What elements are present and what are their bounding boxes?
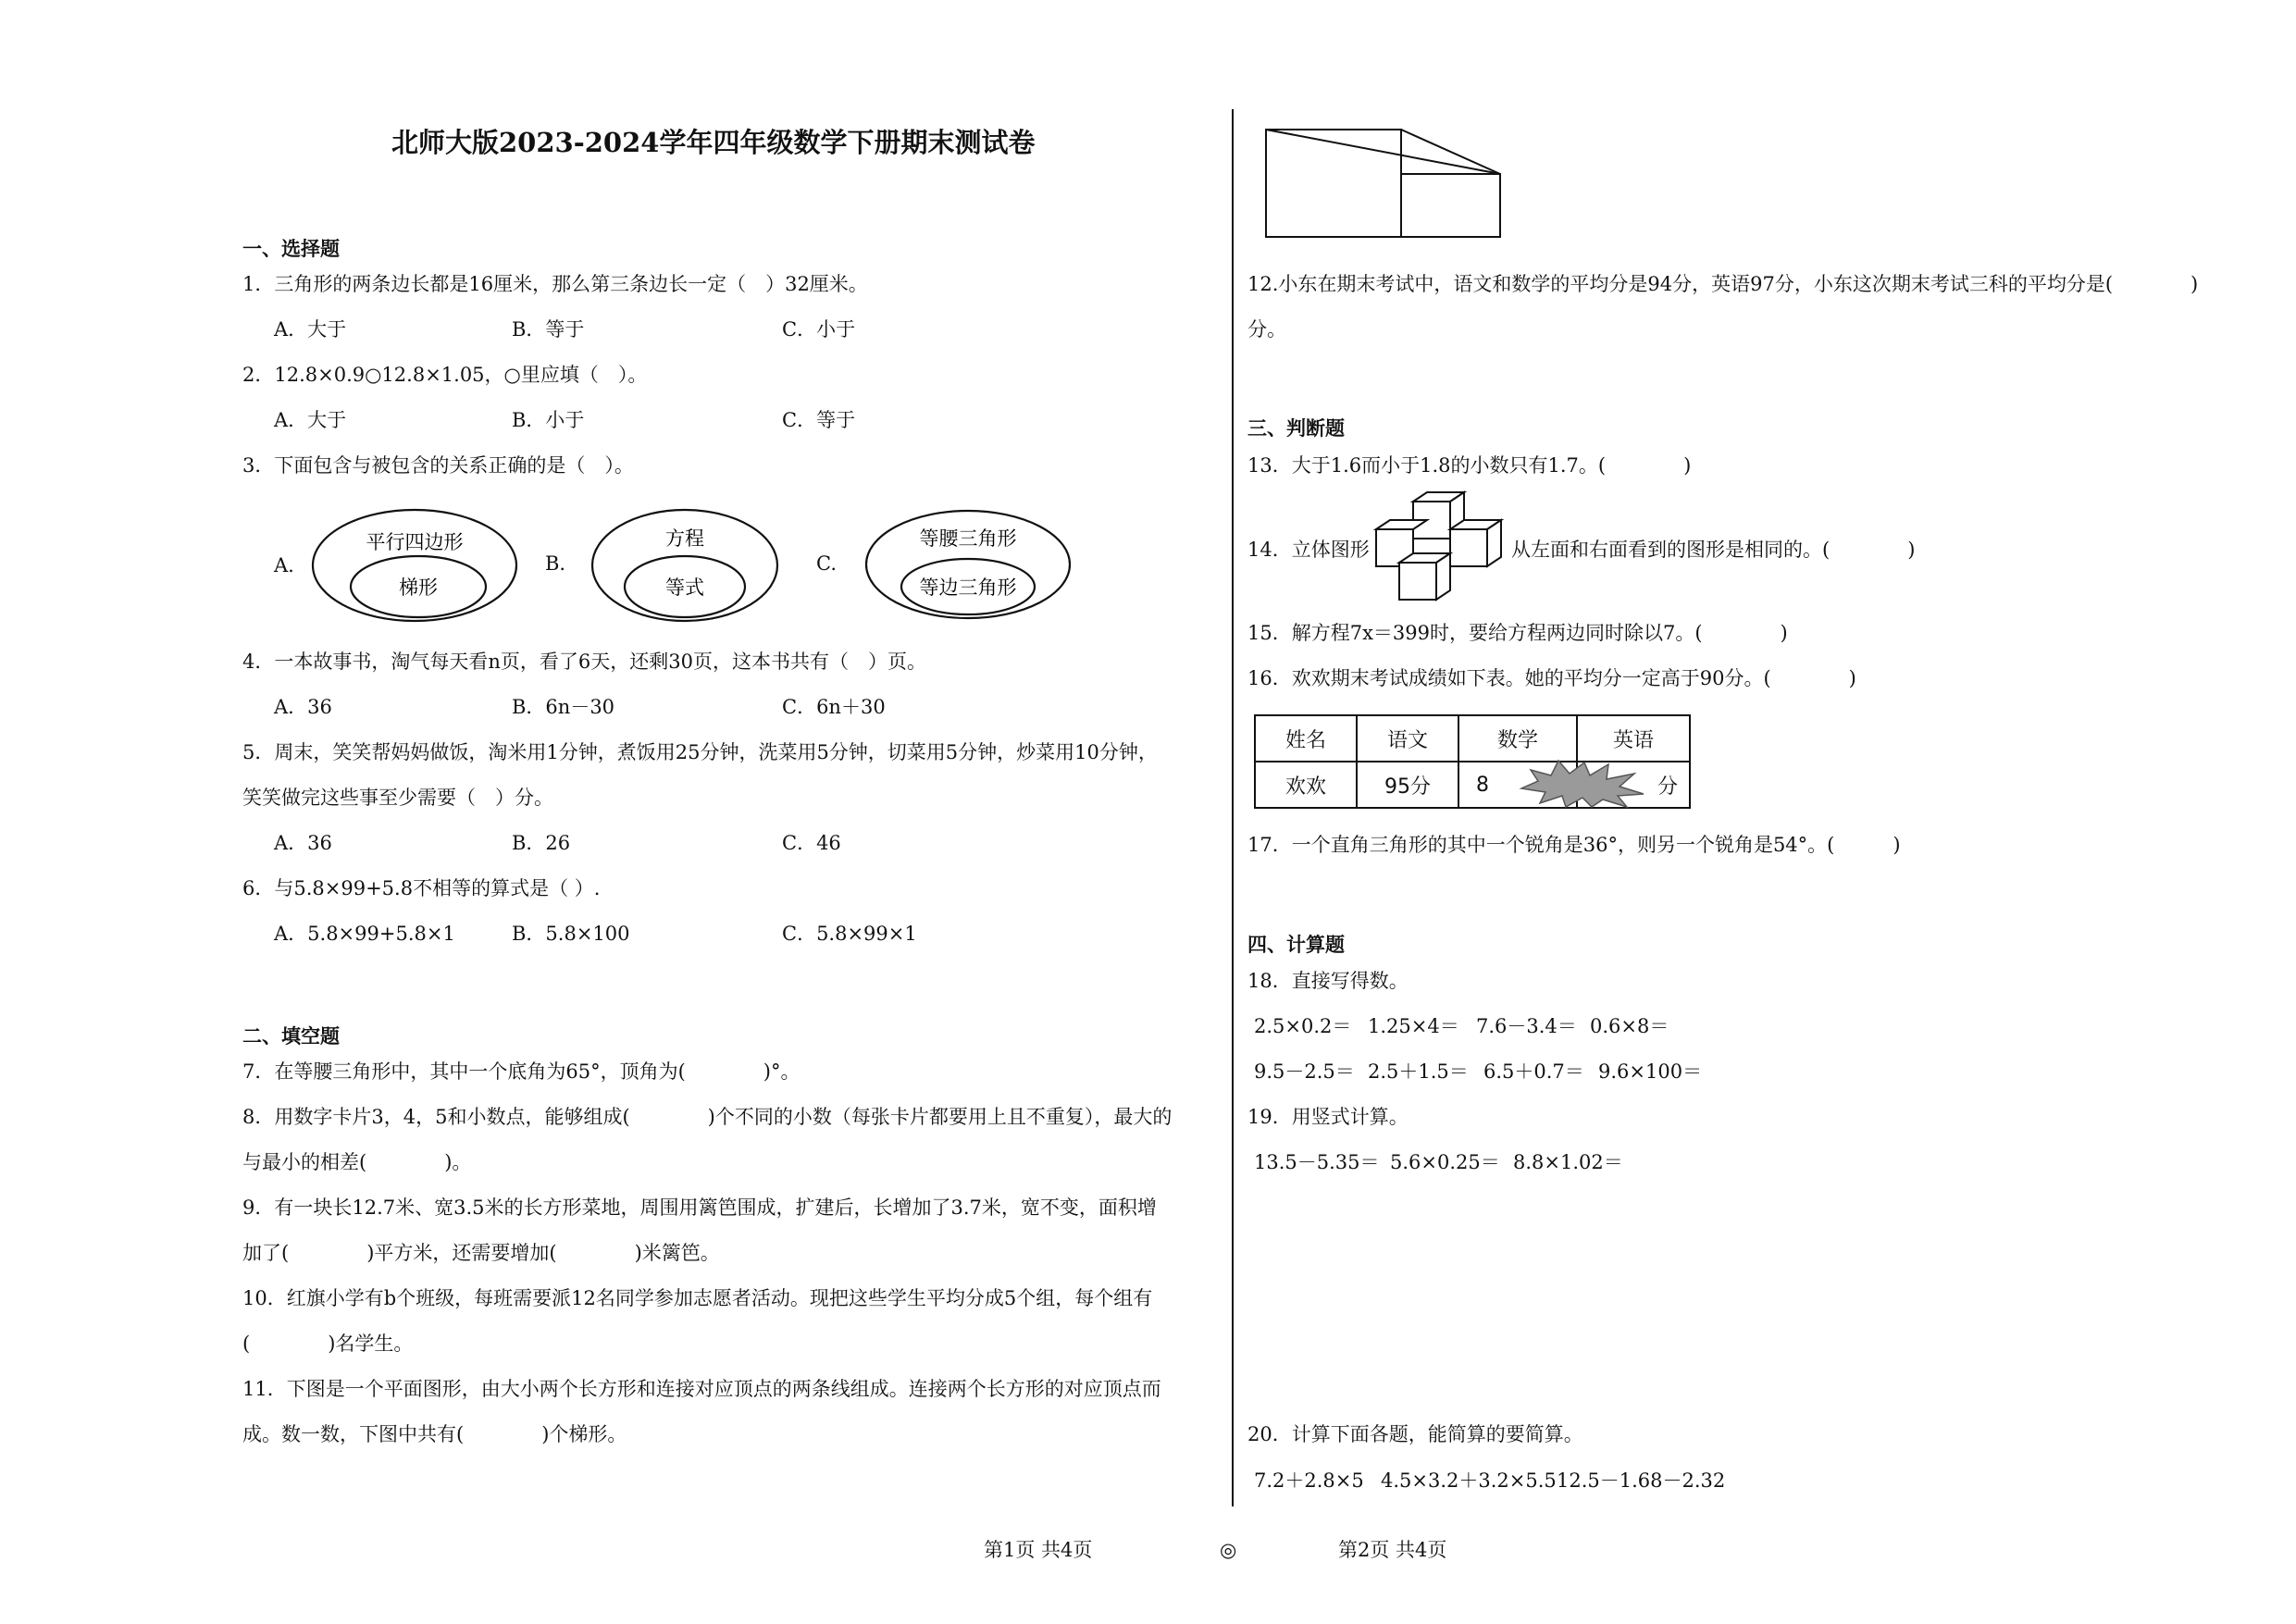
question-5-line2: 笑笑做完这些事至少需要（ ）分。 — [242, 787, 553, 809]
question-12-line2: 分。 — [1247, 318, 1286, 341]
q14-cube-figure — [1365, 490, 1513, 606]
q18-expr: 6.5＋0.7＝ — [1483, 1060, 1584, 1083]
question-1: 1．三角形的两条边长都是16厘米，那么第三条边长一定（ ）32厘米。 — [242, 273, 868, 295]
q4-option-c: C．6n＋30 — [782, 696, 886, 718]
table-cell: 8 — [1458, 762, 1577, 808]
question-17: 17．一个直角三角形的其中一个锐角是36°，则另一个锐角是54°。( ) — [1247, 834, 1901, 856]
question-15: 15．解方程7x＝399时，要给方程两边同时除以7。( ) — [1247, 622, 1788, 644]
page-title: 北师大版2023-2024学年四年级数学下册期末测试卷 — [391, 127, 1036, 158]
q3-venn-diagrams — [305, 504, 1083, 625]
table-header-cell: 数学 — [1458, 715, 1577, 762]
q18-expr: 2.5×0.2＝ — [1254, 1015, 1352, 1037]
venn-a — [313, 510, 516, 621]
q19-expr: 8.8×1.02＝ — [1513, 1151, 1623, 1173]
question-9-line2: 加了( )平方米，还需要增加( )米篱笆。 — [242, 1242, 720, 1264]
ink-blot-covering-score — [1518, 757, 1647, 809]
question-14-before: 14．立体图形 — [1247, 539, 1370, 561]
section-heading-calc: 四、计算题 — [1247, 933, 1345, 956]
q4-option-a: A．36 — [274, 696, 332, 718]
q2-option-a: A．大于 — [274, 409, 347, 431]
q18-expr: 9.5－2.5＝ — [1254, 1060, 1355, 1083]
q19-expr: 5.6×0.25＝ — [1390, 1151, 1500, 1173]
venn-c — [866, 511, 1070, 618]
q6-option-b: B．5.8×100 — [512, 923, 630, 945]
question-4: 4．一本故事书，淘气每天看n页，看了6天，还剩30页，这本书共有（ ）页。 — [242, 651, 926, 673]
q1-option-a: A．大于 — [274, 318, 347, 341]
question-13: 13．大于1.6而小于1.8的小数只有1.7。( ) — [1247, 454, 1692, 477]
q18-expr: 7.6－3.4＝ — [1476, 1015, 1577, 1037]
q11-trapezoid-figure — [1261, 125, 1511, 245]
question-19: 19．用竖式计算。 — [1247, 1106, 1409, 1128]
q1-option-c: C．小于 — [782, 318, 856, 341]
venn-b — [592, 510, 777, 621]
section-heading-choice: 一、选择题 — [242, 237, 340, 260]
question-10-line2: ( )名学生。 — [242, 1333, 414, 1355]
q3-option-a: A. — [274, 554, 294, 576]
footer-page-left: 第1页 共4页 — [984, 1539, 1093, 1561]
venn-c-outer-label: 等腰三角形 — [919, 527, 1017, 550]
q4-option-b: B．6n－30 — [512, 696, 615, 718]
question-14-after: 从左面和右面看到的图形是相同的。( ) — [1511, 539, 1916, 561]
table-row — [1255, 715, 1690, 762]
question-6: 6．与5.8×99+5.8不相等的算式是（ ）. — [242, 877, 601, 899]
q18-expr: 0.6×8＝ — [1590, 1015, 1669, 1037]
question-2: 2．12.8×0.9○12.8×1.05，○里应填（ ）。 — [242, 364, 648, 386]
q2-option-c: C．等于 — [782, 409, 856, 431]
venn-b-outer-label: 方程 — [665, 527, 704, 550]
question-8-line2: 与最小的相差( )。 — [242, 1151, 472, 1173]
table-cell: 分 — [1577, 762, 1690, 808]
section-heading-judge: 三、判断题 — [1247, 416, 1345, 440]
question-20: 20．计算下面各题，能简算的要简算。 — [1247, 1423, 1583, 1445]
q18-expr: 2.5＋1.5＝ — [1368, 1060, 1469, 1083]
question-5-line1: 5．周末，笑笑帮妈妈做饭，淘米用1分钟，煮饭用25分钟，洗菜用5分钟，切菜用5分钟，炒菜用10分钟， — [242, 741, 1158, 763]
table-cell: 欢欢 — [1255, 762, 1357, 808]
question-11-line2: 成。数一数，下图中共有( )个梯形。 — [242, 1423, 627, 1445]
q2-option-b: B．小于 — [512, 409, 585, 431]
question-10-line1: 10．红旗小学有b个班级，每班需要派12名同学参加志愿者活动。现把这些学生平均分成5个组，每个组有 — [242, 1287, 1153, 1309]
table-header-cell: 姓名 — [1255, 715, 1357, 762]
q19-expr: 13.5－5.35＝ — [1254, 1151, 1380, 1173]
question-9-line1: 9．有一块长12.7米、宽3.5米的长方形菜地，周围用篱笆围成，扩建后，长增加了3.7米，宽不变，面积增 — [242, 1196, 1157, 1219]
question-7: 7．在等腰三角形中，其中一个底角为65°，顶角为( )°。 — [242, 1060, 800, 1083]
venn-a-outer-label: 平行四边形 — [366, 531, 464, 553]
venn-b-inner-label: 等式 — [665, 576, 704, 599]
q18-expr: 1.25×4＝ — [1368, 1015, 1459, 1037]
venn-a-inner-label: 梯形 — [399, 576, 438, 599]
q3-option-b: B. — [545, 552, 566, 575]
question-16: 16．欢欢期末考试成绩如下表。她的平均分一定高于90分。( ) — [1247, 667, 1856, 689]
q5-option-b: B．26 — [512, 832, 571, 854]
q3-option-c: C. — [816, 552, 837, 575]
q18-expr: 9.6×100＝ — [1598, 1060, 1703, 1083]
q20-expr: 4.5×3.2＋3.2×5.5 — [1381, 1469, 1557, 1492]
q20-expr: 12.5－1.68－2.32 — [1557, 1469, 1726, 1492]
q5-option-a: A．36 — [274, 832, 332, 854]
q5-option-c: C．46 — [782, 832, 841, 854]
question-11-line1: 11．下图是一个平面图形，由大小两个长方形和连接对应顶点的两条线组成。连接两个长方形的对应顶点而 — [242, 1378, 1161, 1400]
column-divider — [1232, 109, 1234, 1506]
q20-expr: 7.2＋2.8×5 — [1254, 1469, 1364, 1492]
q6-option-c: C．5.8×99×1 — [782, 923, 917, 945]
section-heading-fill: 二、填空题 — [242, 1024, 340, 1048]
question-18: 18．直接写得数。 — [1247, 970, 1409, 992]
question-8-line1: 8．用数字卡片3，4，5和小数点，能够组成( )个不同的小数（每张卡片都要用上且不重复），最大的 — [242, 1106, 1173, 1128]
footer-page-right: 第2页 共4页 — [1338, 1539, 1447, 1561]
question-12-line1: 12.小东在期末考试中，语文和数学的平均分是94分，英语97分，小东这次期末考试三科的平均分是( ) — [1247, 273, 2199, 295]
table-cell: 95分 — [1357, 762, 1458, 808]
q6-option-a: A．5.8×99+5.8×1 — [274, 923, 455, 945]
table-header-cell: 语文 — [1357, 715, 1458, 762]
table-header-cell: 英语 — [1577, 715, 1690, 762]
q1-option-b: B．等于 — [512, 318, 585, 341]
footer-mark: ◎ — [1220, 1539, 1237, 1561]
question-3: 3．下面包含与被包含的关系正确的是（ ）。 — [242, 454, 634, 477]
venn-c-inner-label: 等边三角形 — [919, 576, 1017, 599]
